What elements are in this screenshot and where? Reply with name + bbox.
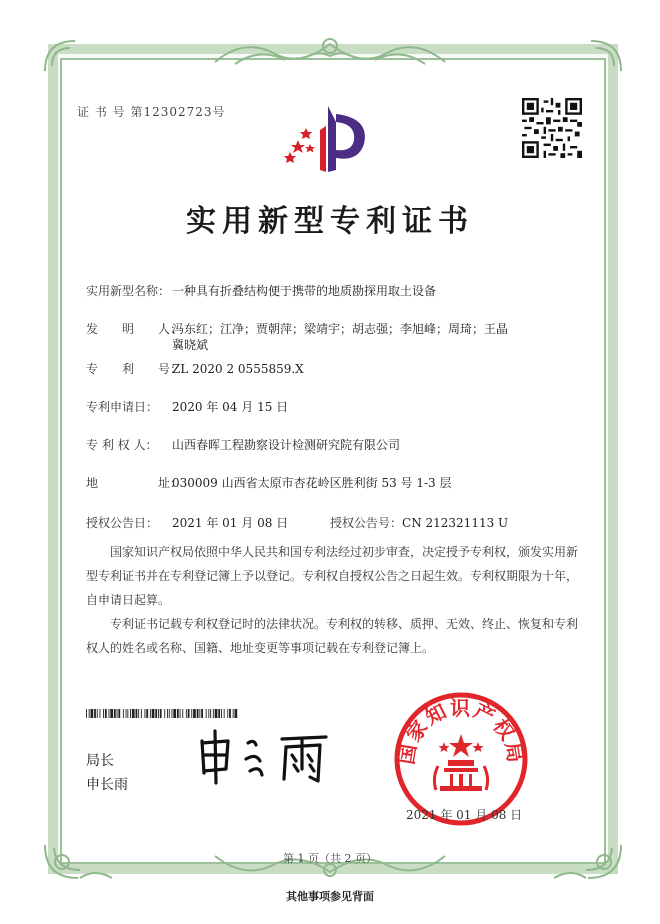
field-value: 030009 山西省太原市杏花岭区胜利街 53 号 1-3 层	[172, 476, 452, 490]
director-title: 局长	[86, 753, 114, 769]
patentee-row	[86, 436, 400, 453]
patent-number-row	[86, 360, 304, 377]
grant-statement	[86, 540, 578, 660]
corner-ornament-icon	[40, 36, 80, 76]
field-value: 一种具有折叠结构便于携带的地质勘探用取土设备	[172, 284, 437, 298]
address-row	[86, 474, 451, 491]
field-label: 发 明 人：	[86, 322, 183, 336]
inventor-row	[86, 320, 508, 337]
field-value: 冀晓斌	[172, 338, 209, 352]
qr-code-icon	[522, 98, 582, 158]
utility-model-name-row	[86, 282, 436, 299]
grant-statement-paragraph: 国家知识产权局依照中华人民共和国专利法经过初步审查，决定授予专利权，颁发实用新型专利证书并在专利登记簿上予以登记。专利权自授权公告之日起生效。专利权期限为十年，自申请日起算。	[86, 545, 579, 607]
field-value: 2021 年 01 月 08 日	[172, 516, 289, 530]
page-number: 第 1 页（共 2 页）	[283, 852, 377, 865]
field-label: 授权公告号：	[330, 516, 403, 530]
grant-date-row	[86, 514, 288, 531]
inventor-row-continued	[86, 336, 208, 353]
field-value: CN 212321113 U	[402, 516, 509, 530]
barcode-icon	[86, 709, 238, 718]
footer-note: 其他事项参见背面	[286, 890, 374, 903]
filing-date-row	[86, 398, 288, 415]
field-label: 专 利 权 人：	[86, 438, 158, 452]
patent-office-logo-icon	[280, 100, 380, 180]
grant-number-row	[330, 514, 508, 531]
field-value: 2020 年 04 月 15 日	[172, 400, 289, 414]
certificate-number: 证 书 号 第12302723号	[77, 105, 226, 119]
legal-status-paragraph: 专利证书记载专利权登记时的法律状况。专利权的转移、质押、无效、终止、恢复和专利权人的姓名或名称、国籍、地址变更等事项记载在专利登记簿上。	[86, 617, 579, 655]
field-label: 专利申请日：	[86, 400, 159, 414]
field-label: 地 址：	[86, 476, 183, 490]
svg-text:国家知识产权局	[394, 696, 528, 766]
director-name: 申长雨	[86, 777, 128, 793]
field-value: ZL 2020 2 0555859.X	[172, 362, 304, 376]
field-value: 冯东红；江净；贾朝萍；梁靖宇；胡志强；李旭峰；周琦；王晶	[172, 322, 509, 336]
field-label: 专 利 号：	[86, 362, 183, 376]
seal-date: 2021 年 01 月 08 日	[406, 808, 523, 822]
corner-ornament-icon	[586, 36, 626, 76]
field-label: 授权公告日：	[86, 516, 159, 530]
field-label: 实用新型名称：	[86, 284, 171, 298]
seal-text: 国家知识产权局	[394, 696, 528, 767]
handwritten-signature-icon	[190, 725, 340, 785]
certificate-title: 实用新型专利证书	[186, 204, 474, 239]
field-value: 山西春晖工程勘察设计检测研究院有限公司	[172, 438, 401, 452]
top-ornament-icon	[205, 32, 455, 72]
